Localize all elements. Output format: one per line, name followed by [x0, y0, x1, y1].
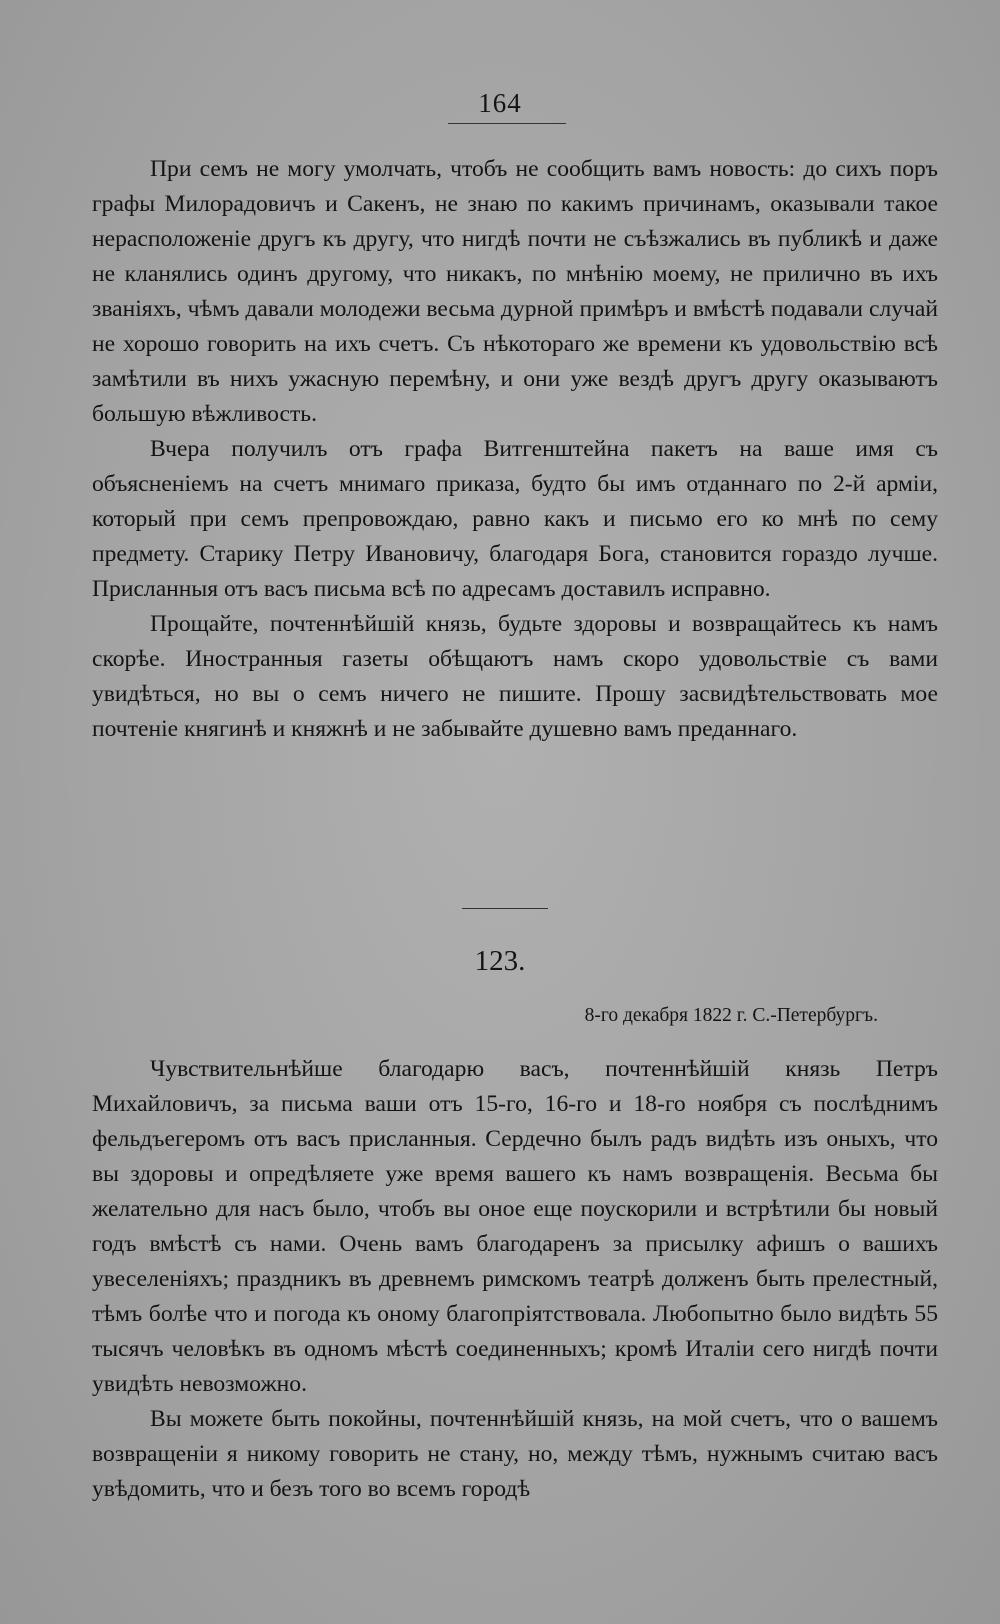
paragraph: Вчера получилъ отъ графа Витгенштейна пакетъ на ваше имя съ объясненіемъ на счетъ мнимаго приказа, будто бы имъ отданнаго по 2-й арміи, который при семъ препровождаю, равно какъ и письмо его ко мнѣ по сему предмету. Старику Петру Ивановичу, благодаря Бога, становится гораздо лучше. Присланныя отъ васъ письма всѣ по адресамъ доставилъ исправно. [92, 436, 938, 602]
letter-body [92, 1052, 938, 1507]
paragraph: Вы можете быть покойны, почтеннѣйшій князь, на мой счетъ, что о вашемъ возвращеніи я никому говорить не стану, но, между тѣмъ, нужнымъ считаю васъ увѣдомить, что и безъ того во всемъ городѣ [92, 1406, 938, 1502]
page-number: 164 [478, 88, 522, 118]
paragraph: Прощайте, почтеннѣйшій князь, будьте здоровы и возвращайтесь къ намъ скорѣе. Иностранныя газеты обѣщаютъ намъ скоро удовольствіе съ вами увидѣться, но вы о семъ ничего не пишите. Прошу засвидѣтельствовать мое почтеніе княгинѣ и княжнѣ и не забывайте душевно вамъ преданнаго. [92, 611, 938, 742]
letter-number: 123. [474, 945, 526, 977]
page-number-container [0, 88, 1000, 119]
page-number-rule [448, 123, 566, 124]
letter-dateline: 8-го декабря 1822 г. С.-Петербургъ. [584, 1005, 878, 1026]
letter-continuation [92, 152, 938, 747]
paragraph: Чувствительнѣйше благодарю васъ, почтеннѣйшій князь Петръ Михайловичъ, за письма ваши отъ 15-го, 16-го и 18-го ноября съ послѣднимъ фельдъегеромъ отъ васъ присланныя. Сердечно былъ радъ видѣть изъ оныхъ, что вы здоровы и опредѣляете уже время вашего къ намъ возвращенія. Весьма бы желательно для насъ было, чтобъ вы оное еще поускорили и встрѣтили бы новый годъ вмѣстѣ съ нами. Очень вамъ благодаренъ за присылку афишъ о вашихъ увеселеніяхъ; праздникъ въ древнемъ римскомъ театрѣ долженъ быть прелестный, тѣмъ болѣе что и погода къ оному благопріятствовала. Любопытно было видѣть 55 тысячъ человѣкъ въ одномъ мѣстѣ соединенныхъ; кромѣ Италіи сего нигдѣ почти увидѣть невозможно. [92, 1056, 938, 1397]
paragraph: При семъ не могу умолчать, чтобъ не сообщить вамъ новость: до сихъ поръ графы Милорадовичъ и Сакенъ, не знаю по какимъ причинамъ, оказывали такое нерасположеніе другъ къ другу, что нигдѣ почти не съѣзжались въ публикѣ и даже не кланялись одинъ другому, что никакъ, по мнѣнію моему, не прилично въ ихъ званіяхъ, чѣмъ давали молодежи весьма дурной примѣръ и вмѣстѣ подавали случай не хорошо говорить на ихъ счетъ. Съ нѣкотораго же времени къ удовольствію всѣ замѣтили въ нихъ ужасную перемѣну, и они уже вездѣ другъ другу оказываютъ большую вѣжливость. [92, 156, 938, 427]
section-separator [462, 908, 548, 909]
